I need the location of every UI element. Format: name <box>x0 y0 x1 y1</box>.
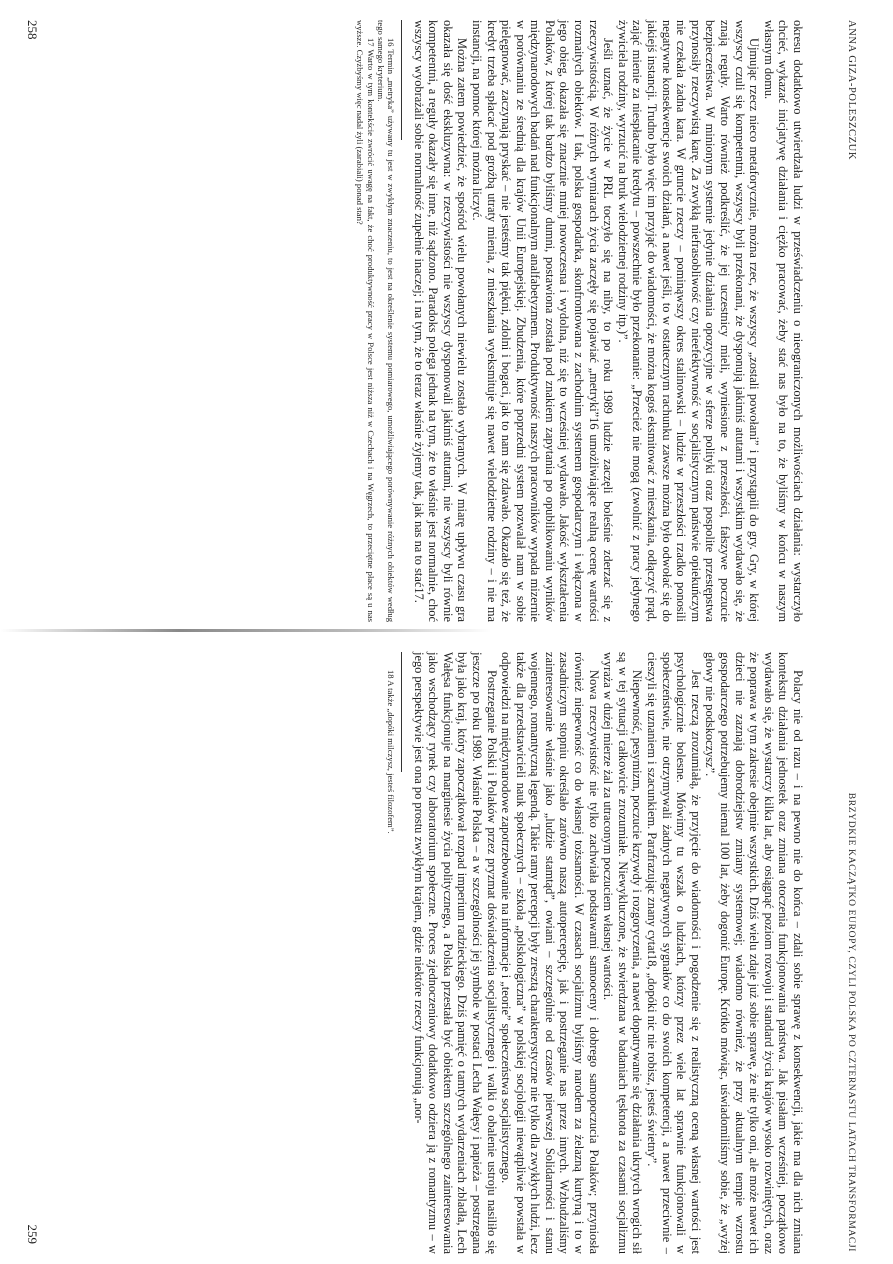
paragraph: Niepewność, pesymizm, poczucie krzywdy i rozgoryczenia, a nawet dopatrywanie się działania ukrytych wrogich sił są w tej sytuacji całkowicie zrozumiałe. Niewykluczone, że stwierdzana w badaniach tęsknota za czasami socjalizmu wyraża w dużej mierze żal za utraconym poczuciem własnej wartości. <box>601 652 645 1254</box>
paragraph: Można zatem powiedzieć, że spośród wielu powołanych niewielu zostało wybranych. W miarę upływu czasu gra okazała się dość ekskluzywna: w rzeczywistości nie wszyscy dysponowali jakimiś atutami, nie wszyscy byli równie kompetentni, a reguły okazały się inne, niż sądzono. Paradoks polega jednak na tym, że to właśnie jest normalnie, choć wszyscy wyobrażali sobie normalność zupełnie inaczej; i na tym, że to teraz właśnie żyjemy tak, jak nas na to stać17. <box>411 20 470 622</box>
running-head-left: ANNA GIZA-POLESZCZUK <box>846 20 857 161</box>
left-body-text <box>355 20 805 622</box>
footnote: 17 Warto w tym kontekście zwrócić uwagę na fakt, że choć produktywność pracy w Polsce jest niższa niż w Czechach i na Węgrzech, to przeciętne płace są u nas wyższe. Czyżbyśmy więc nadal żyli (zarabiali) ponad stan? <box>355 20 376 622</box>
page-number-left: 258 <box>25 20 40 40</box>
paragraph: Ujmując rzecz nieco metaforycznie, można rzec, że wszyscy „zostali powołani” i przystąpili do gry. Gry, w której wszyscy czuli się kompetentni, wszyscy byli przekonani, że dysponują jakimiś atutami i wszystkim wydawało się, że znają reguły. Warto również podkreślić, że jej uczestnicy mieli, wyniesione z przeszłości, fałszywe poczucie bezpieczeństwa. W minionym systemie jedynie działania opozycyjne w sferze polityki oraz pospolite przestępstwa przynosiły rzeczywistą karę. Za zwykłą niefrasobliwość czy nieefektywność w socjalistycznym państwie opiekuńczym nie czekała żadna kara. W gruncie rzeczy – pominąwszy okres stalinowski – ludzie w przeszłości rzadko ponosili negatywne konsekwencje swoich działań, a nawet jeśli, to w ostatecznym rachunku zawsze można było odwołać się do jakiejś instancji. Trudno było więc im przyjąć do wiadomości, że można kogoś eksmitować z mieszkania, odłączyć prąd, zająć mienie za niespłacanie kredytu – powszechnie było przekonanie: „Przecież nie mogą (zwolnić z pracy jedynego żywiciela rodziny, wyrzucić na bruk wielodzietnej rodziny itp.)”. <box>615 20 762 622</box>
right-body-text <box>386 652 805 1254</box>
page-number-right: 259 <box>25 1224 40 1244</box>
footnote: 16 Termin „metryka” używany tu jest w zwykłym znaczeniu, to jest na określenie systemu pomiarowego, umożliwiającego porównywanie różnych obiektów według tego samego kryterium. <box>375 20 396 622</box>
running-head-right: BRZYDKIE KACZĄTKO EUROPY, CZYLI POLSKA PO CZTERNASTU LATACH TRANSFORMACJI <box>846 792 857 1252</box>
paragraph: Jest rzeczą zrozumiałą, że przyjęcie do wiadomości i pogodzenie się z realistyczną oceną własnej wartości jest psychologicznie bolesne. Mówimy tu wszak o ludziach, którzy przez wiele lat sprawnie funkcjonowali w społeczeństwie, nie otrzymywali żadnych negatywnych sygnałów co do swoich kompetencji, a nawet przeciwnie – cieszyli się uznaniem i szacunkiem. Parafrazując znany cytat18, „dopóki nic nie robisz, jesteś świetny”. <box>645 652 703 1254</box>
paragraph: Jeśli uznać, że życie w PRL toczyło się na niby, to po roku 1989 ludzie zaczęli boleśnie zderzać się z rzeczywistością. W różnych wymiarach życia zaczęły się pojawiać „metryki”16 umożliwiające realną ocenę wartości rozmaitych obiektów. I tak, polska gospodarka, skonfrontowana z zachodnim systemem gospodarczym i włączona w jego obieg, okazała się znacznie mniej nowoczesna i wydolna, niż się to wcześniej wydawało. Jakość wykształcenia Polaków, z której tak bardzo byliśmy dumni, postawiona została pod znakiem zapytania po opublikowaniu wyników międzynarodowych badań nad funkcjonalnym analfabetyzmem. Produktywność naszych pracowników wypada mizernie w porównaniu ze średnią dla krajów Unii Europejskiej. Zbudzenia, które poprzedni system pozwalał nam w sobie pielęgnować, zaczynają pryskać – nie jesteśmy tak piękni, zdolni i bogaci, jak to nam się zdawało. Okazało się też, że kredyt trzeba spłacać pod groźbą utraty mienia, z mieszkania wyeksmituje się nawet wielodzietne rodziny – i nie ma instancji, na pomoc której można liczyć. <box>469 20 616 622</box>
right-page <box>0 632 893 1264</box>
footnote-rule <box>401 652 402 772</box>
footnote: 18 A także „dopóki milczysz, jesteś filozofem”. <box>385 670 396 834</box>
paragraph: Postrzeganie Polski i Polaków przez pryzmat doświadczenia socjalistycznego i walki o obalenie ustroju nasiliło się jeszcze po roku 1989. Właśnie Polska – a w szczególności jej symbole w postaci Lecha Wałęsy i papieża – postrzegana była jako kraj, który zapoczątkował rozpad imperium radzieckiego. Dziś pamięć o tamtych wydarzeniach zbladła, Lech Wałęsa funkcjonuje na marginesie życia politycznego, a Polska przestała być obiektem szczególnego zainteresowania jako wschodzący rynek czy laboratorium społeczne. Proces zjednoczeniowy dodatkowo odziera ją z romantyzmu – w jego perspektywie jest ona po prostu zwykłym krajem, gdzie niektóre rzeczy funkcjonują „nor- <box>411 652 499 1254</box>
paragraph: Nowa rzeczywistość nie tylko zachwiała podstawami samooceny i dobrego samopoczucia Polaków; przyniosła również niepewność co do własnej tożsamości. W czasach socjalizmu byliśmy narodem za żelazną kurtyną i to w zasadniczym stopniu określało zarówno naszą autopercepcję, jak i postrzeganie nas przez innych. Wzbudzaliśmy zainteresowanie właśnie jako „ludzie stamtąd”, owiani – szczególnie od czasów pierwszej Solidarności i stanu wojennego, romantyczną legendą. Takie ramy percepcji były zresztą charakterystyczne nie tylko dla zwykłych ludzi, lecz także dla przedstawicieli nauk społecznych – szkoła „polskologiczna” w polskiej socjologii niewątpliwie powstała w odpowiedzi na międzynarodowe zapotrzebowanie na informacje i „teorie” społeczeństwa socjalistycznego. <box>499 652 601 1254</box>
paragraph: okresu dodatkowo utwierdzała ludzi w przeświadczeniu o nieograniczonych możliwościach działania: wystarczyło chcieć, wykazać inicjatywę działania i ciężko pracować, żeby stać nas było na to, że byliśmy w końcu w naszym własnym domu. <box>761 20 805 622</box>
footnote-rule <box>401 20 402 140</box>
paragraph: Polacy nie od razu – i na pewno nie do końca – zdali sobie sprawę z konsekwencji, jakie ma dla nich zmiana kontekstu działania jednostek oraz zmiana otoczenia funkcjonowania państwa. Jak pisałam wcześniej, początkowo wydawało się, że wystarczy kilka lat, aby osiągnąć poziom rozwoju i standard życia krajów wysoko rozwiniętych, oraz że poprawa w tym zakresie obejmie wszystkich. Dziś wielu zdaje już sobie sprawę, że nie tylko oni, ale może nawet ich dzieci nie zaznają dobrodziejstw zmiany systemowej; wiadomo również, że przy aktualnym tempie wzrostu gospodarczego potrzebujemy niemal 100 lat, żeby dogonić Europę. Krótko mówiąc, uświadomiliśmy sobie, że „wyżej głowy nie podskoczysz”. <box>703 652 805 1254</box>
